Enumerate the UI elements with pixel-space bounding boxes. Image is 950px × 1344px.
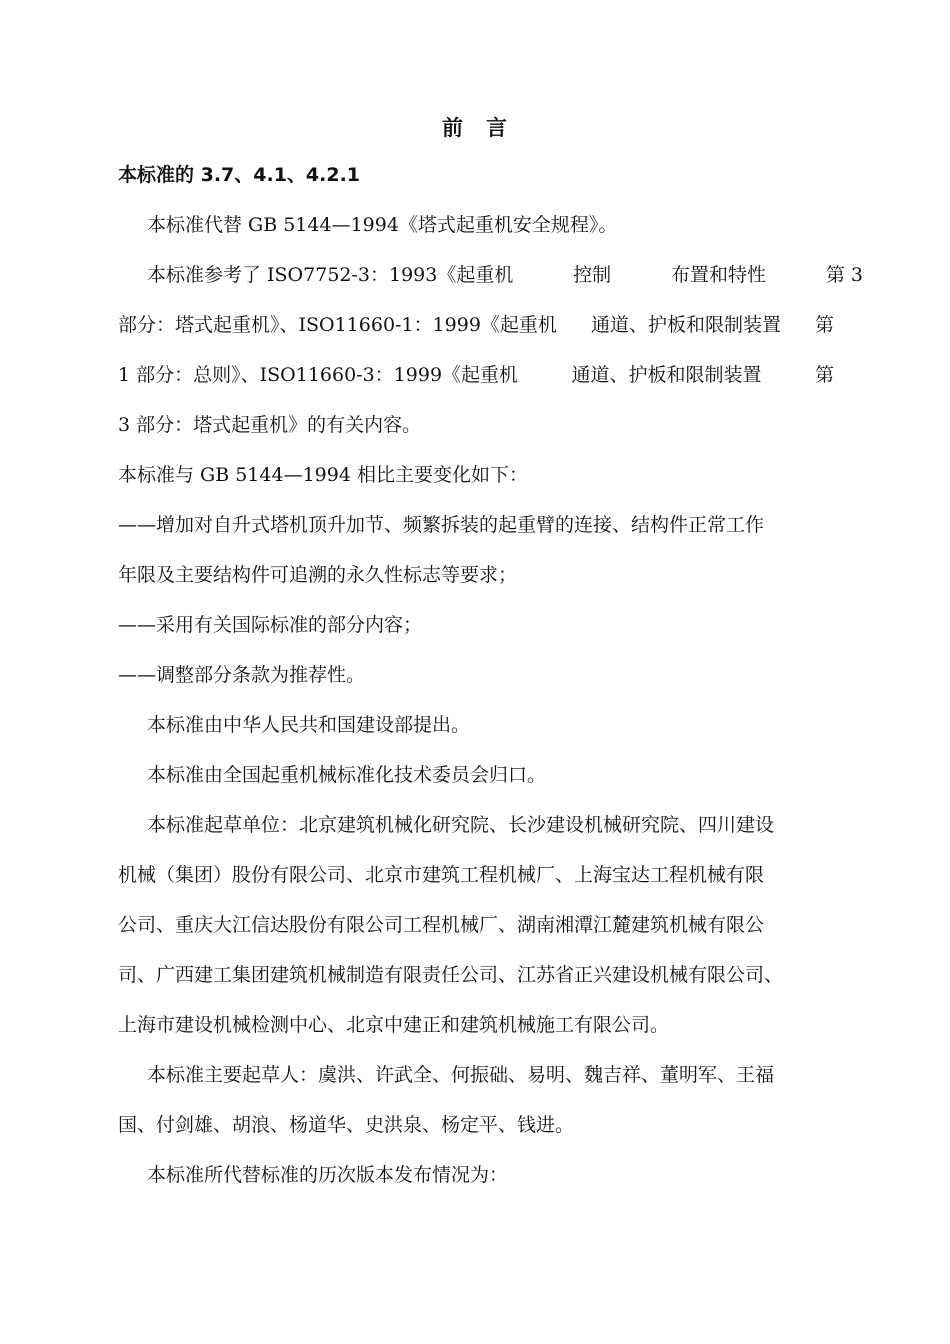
para-ref-seg: 第 3 bbox=[825, 264, 863, 286]
para-ref-seg: 第 bbox=[814, 314, 834, 336]
title-char-2: 言 bbox=[486, 116, 508, 140]
para-ref-line-1 bbox=[118, 262, 863, 288]
drafting-units-line: 上海市建设机械检测中心、北京中建正和建筑机械施工有限公司。 bbox=[118, 1014, 670, 1036]
para-ref-seg: 布置和特性 bbox=[671, 264, 767, 286]
para-ref-line-4: 3 部分：塔式起重机》的有关内容。 bbox=[118, 414, 422, 436]
para-ref-line-2 bbox=[118, 312, 834, 338]
change-item-1-line-1: ——增加对自升式塔机顶升加节、频繁拆装的起重臂的连接、结构件正常工作 bbox=[118, 514, 765, 536]
change-item-1-line-2: 年限及主要结构件可追溯的永久性标志等要求； bbox=[118, 564, 518, 586]
para-committee: 本标准由全国起重机械标准化技术委员会归口。 bbox=[147, 764, 547, 786]
drafting-units-line: 司、广西建工集团建筑机械制造有限责任公司、江苏省正兴建设机械有限公司、 bbox=[118, 964, 784, 986]
page-title bbox=[0, 112, 950, 142]
para-history: 本标准所代替标准的历次版本发布情况为： bbox=[147, 1164, 509, 1186]
changes-intro: 本标准与 GB 5144—1994 相比主要变化如下： bbox=[118, 464, 528, 486]
para-ref-line-3 bbox=[118, 362, 834, 388]
para-ref-seg: 本标准参考了 ISO7752-3：1993《起重机 bbox=[147, 264, 514, 286]
change-item-2: ——采用有关国际标准的部分内容； bbox=[118, 614, 423, 636]
para-replace: 本标准代替 GB 5144—1994《塔式起重机安全规程》。 bbox=[147, 214, 618, 236]
drafters-line: 国、付剑雄、胡浪、杨道华、史洪泉、杨定平、钱进。 bbox=[118, 1114, 575, 1136]
drafting-units-line: 本标准起草单位：北京建筑机械化研究院、长沙建设机械研究院、四川建设 bbox=[147, 814, 775, 836]
change-item-3: ——调整部分条款为推荐性。 bbox=[118, 664, 366, 686]
para-ref-seg: 控制 bbox=[573, 264, 612, 286]
para-ref-seg: 通道、护板和限制装置 bbox=[590, 314, 781, 336]
para-ref-seg: 通道、护板和限制装置 bbox=[571, 364, 762, 386]
section-heading: 本标准的 3.7、4.1、4.2.1 bbox=[118, 164, 361, 186]
drafting-units-line: 公司、重庆大江信达股份有限公司工程机械厂、湖南湘潭江麓建筑机械有限公 bbox=[118, 914, 765, 936]
title-char-1: 前 bbox=[442, 116, 464, 140]
para-ref-seg: 第 bbox=[814, 364, 834, 386]
para-ref-seg: 1 部分：总则》、ISO11660-3：1999《起重机 bbox=[118, 364, 519, 386]
para-proposer: 本标准由中华人民共和国建设部提出。 bbox=[147, 714, 471, 736]
drafters-line: 本标准主要起草人：虞洪、许武全、何振础、易明、魏吉祥、董明军、王福 bbox=[147, 1064, 775, 1086]
drafting-units-line: 机械（集团）股份有限公司、北京市建筑工程机械厂、上海宝达工程机械有限 bbox=[118, 864, 765, 886]
para-ref-seg: 部分：塔式起重机》、ISO11660-1：1999《起重机 bbox=[118, 314, 557, 336]
